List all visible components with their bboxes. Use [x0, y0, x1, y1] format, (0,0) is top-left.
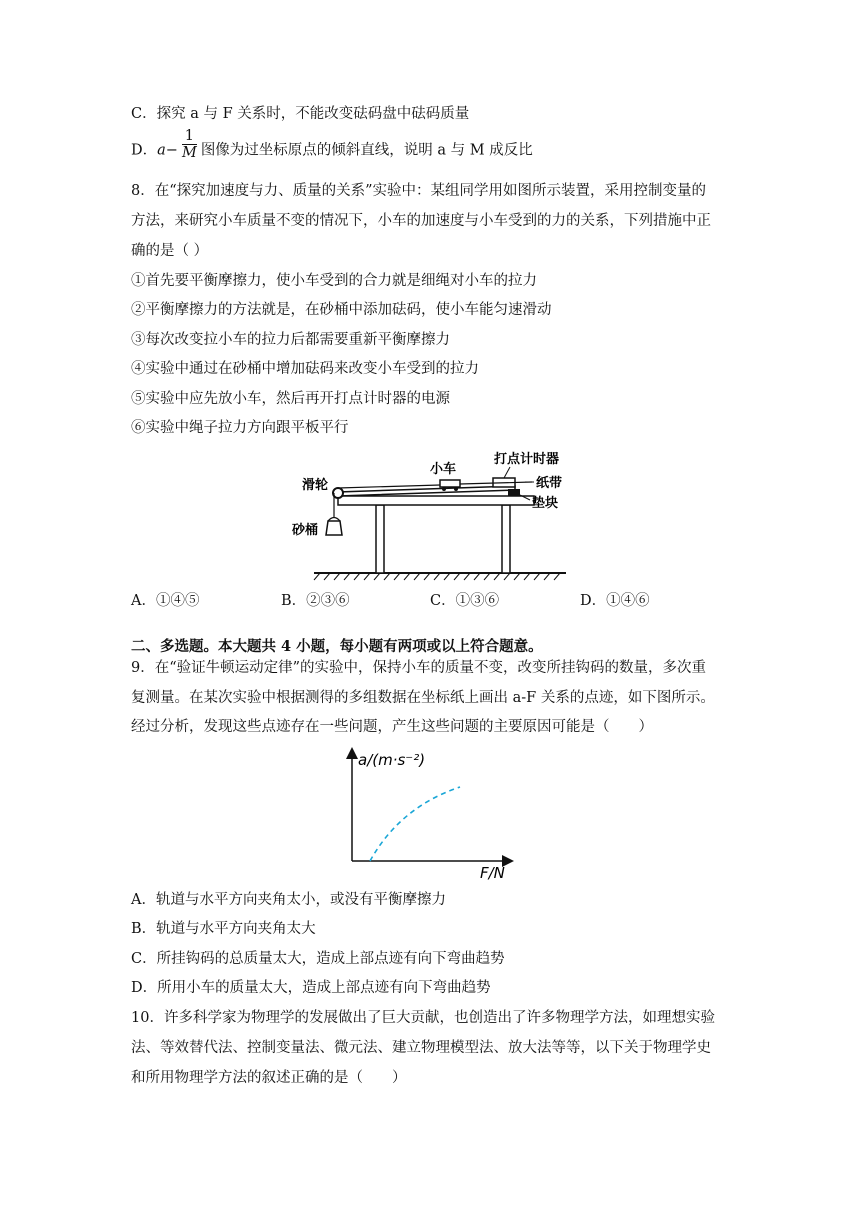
label-block: 垫块: [532, 496, 559, 511]
q8-option-c: C．①③⑥: [430, 593, 500, 609]
string: [338, 485, 440, 488]
af-curve: [370, 787, 460, 861]
q8-option-d: D．①④⑥: [580, 593, 650, 609]
cart-icon: [440, 480, 460, 487]
ground-hatching: [314, 573, 560, 580]
table-leg-right: [502, 505, 510, 573]
q8-stem-line-3: 确的是（ ）: [131, 243, 209, 259]
q9-option-a: A．轨道与水平方向夹角太小，或没有平衡摩擦力: [131, 892, 446, 908]
q7-option-c: C．探究 a 与 F 关系时，不能改变砝码盘中砝码质量: [131, 106, 470, 122]
q8-item-4: ④实验中通过在砂桶中增加砝码来改变小车受到的拉力: [131, 361, 479, 377]
q9-option-c: C．所挂钩码的总质量太大，造成上部点迹有向下弯曲趋势: [131, 951, 505, 967]
q8-item-5: ⑤实验中应先放小车，然后再开打点计时器的电源: [131, 391, 450, 407]
fraction-numerator: 1: [182, 128, 197, 145]
q10-stem-line-3: 和所用物理学方法的叙述正确的是（ ）: [131, 1070, 407, 1086]
q9-option-b: B．轨道与水平方向夹角太大: [131, 921, 316, 937]
q9-option-d: D．所用小车的质量太大，造成上部点迹有向下弯曲趋势: [131, 980, 491, 996]
q8-item-6: ⑥实验中绳子拉力方向跟平板平行: [131, 420, 349, 436]
apparatus-figure: [290, 445, 580, 585]
q8-item-2: ②平衡摩擦力的方法就是，在砂桶中添加砝码，使小车能匀速滑动: [131, 302, 552, 318]
label-timer: 打点计时器: [494, 452, 560, 467]
q8-option-a: A．①④⑤: [131, 593, 200, 609]
q10-stem-line-2: 法、等效替代法、控制变量法、微元法、建立物理模型法、放大法等等，以下关于物理学史: [131, 1040, 711, 1056]
q8-option-b: B．②③⑥: [281, 593, 350, 609]
q7-option-d: [131, 128, 533, 161]
q7-option-d-minus: −: [165, 142, 178, 159]
af-graph: [340, 745, 520, 880]
label-cart: 小车: [430, 462, 457, 477]
label-tape: 纸带: [536, 476, 563, 491]
q9-stem-line-3: 经过分析，发现这些点迹存在一些问题，产生这些问题的主要原因可能是（ ）: [131, 719, 653, 735]
y-axis-label: a/(m·s⁻²): [358, 751, 426, 769]
q10-stem-line-1: 10．许多科学家为物理学的发展做出了巨大贡献，也创造出了许多物理学方法，如理想实验: [131, 1010, 715, 1026]
q9-stem-line-2: 复测量。在某次实验中根据测得的多组数据在坐标纸上画出 a-F 关系的点迹，如下图所示。: [131, 690, 715, 706]
q8-stem-line-1: 8．在“探究加速度与力、质量的关系”实验中：某组同学用如图所示装置，采用控制变量的: [131, 183, 707, 199]
wedge-block: [508, 489, 520, 496]
label-pulley: 滑轮: [302, 478, 329, 493]
fraction-denominator: M: [181, 145, 197, 161]
q8-item-3: ③每次改变拉小车的拉力后都需要重新平衡摩擦力: [131, 332, 450, 348]
table-leg-left: [376, 505, 384, 573]
fraction: [182, 128, 197, 161]
q7-option-d-a: a: [157, 142, 166, 159]
sand-bucket-icon: [326, 521, 342, 535]
label-bucket: 砂桶: [292, 523, 319, 538]
x-axis-label: F/N: [480, 864, 505, 880]
section-heading: 二、多选题。本大题共 4 小题，每小题有两项或以上符合题意。: [131, 638, 543, 655]
q8-stem-line-2: 方法，来研究小车质量不变的情况下，小车的加速度与小车受到的力的关系，下列措施中正: [131, 213, 711, 229]
table-top: [338, 496, 534, 505]
q9-stem-line-1: 9．在“验证牛顿运动定律”的实验中，保持小车的质量不变，改变所挂钩码的数量，多次重: [131, 660, 707, 676]
q7-option-d-text: 图像为过坐标原点的倾斜直线，说明 a 与 M 成反比: [200, 142, 533, 159]
q8-item-1: ①首先要平衡摩擦力，使小车受到的合力就是细绳对小车的拉力: [131, 273, 537, 289]
q7-option-d-prefix: D．: [131, 142, 158, 159]
